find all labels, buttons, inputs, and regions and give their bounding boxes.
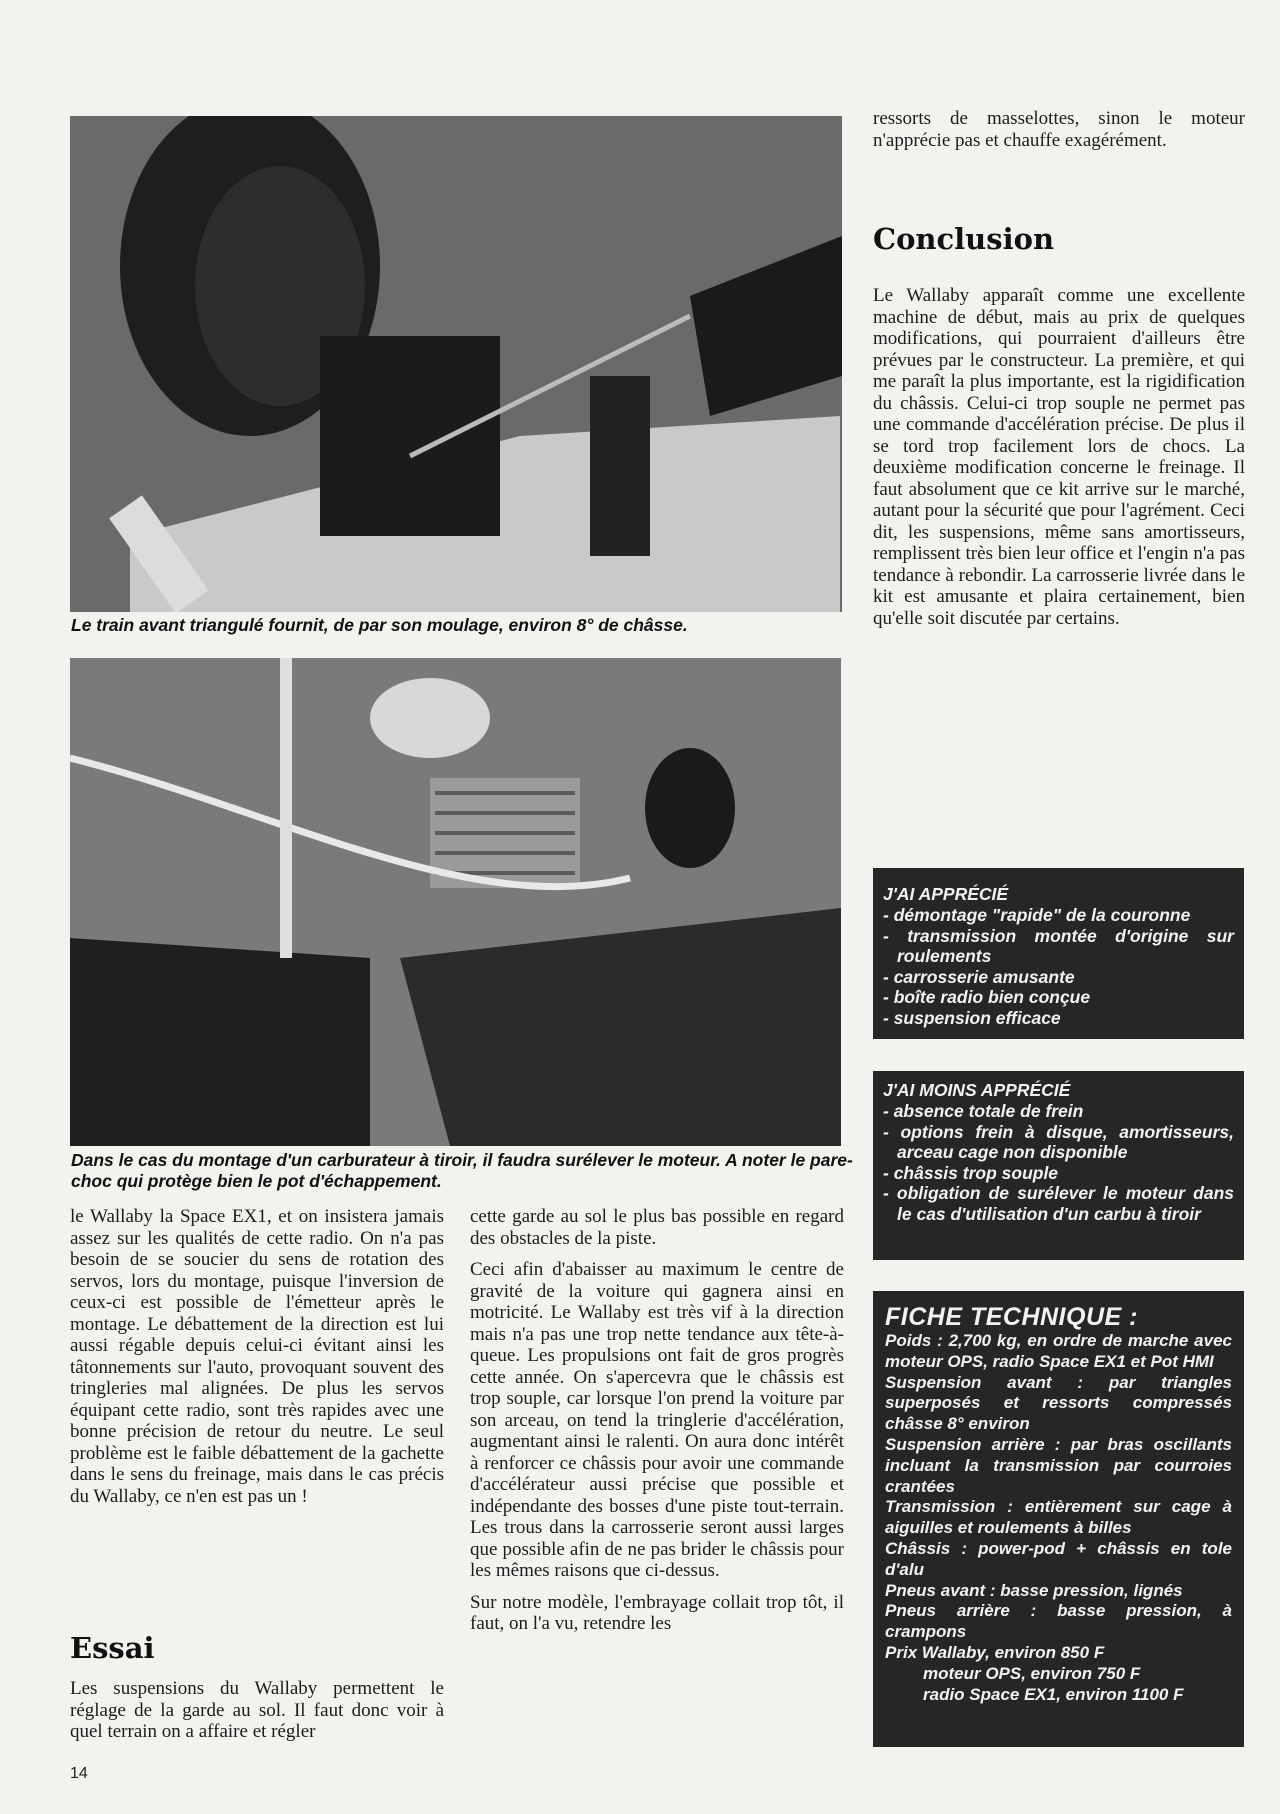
paragraph-radio: le Wallaby la Space EX1, et on insistera jamais assez sur les qualités de cette radio. On n'a pas besoin de se soucier du sens de rotation des servos, lors du montage, puisque l'inversion de ceux-ci est possible de l'émetteur après le montage. Le débattement de la direction est lui aussi régable depuis celui-ci évitant ainsi les tâtonnements sur l'auto, provoquant souvent des tringleries mal alignées. De plus les servos équipant cette radio, sont très rapides avec une bonne précision de retour du neutre. Le seul problème est le faible débattement de la gachette dans le sens du freinage, mais dans le cas précis du Wallaby, ce n'en est pas un ! [70, 1206, 444, 1507]
box-appreciated [873, 868, 1244, 1039]
spec-pneus-arriere: Pneus arrière : basse pression, à crampons [885, 1601, 1232, 1642]
paragraph-ressorts-text: ressorts de masselottes, sinon le moteur n'apprécie pas et chauffe exagérément. [873, 108, 1245, 151]
fiche-technique-title: FICHE TECHNIQUE : [885, 1303, 1138, 1331]
section-heading-essai: Essai [70, 1631, 155, 1665]
paragraph-essai [70, 1678, 444, 1753]
spec-prix-wallaby: Prix Wallaby, environ 850 F [885, 1642, 1105, 1662]
list-appreciated [883, 905, 1234, 1028]
section-heading-conclusion: Conclusion [873, 222, 1055, 256]
spec-prix-radio: radio Space EX1, environ 1100 F [923, 1684, 1184, 1704]
list-item: - obligation de surélever le moteur dans le cas d'utilisation d'un carbu à tiroir [883, 1183, 1234, 1224]
paragraph-conclusion-text: Le Wallaby apparaît comme une excellente machine de début, mais au prix de quelques modifications, qui pourraient d'ailleurs être prévues par le constructeur. La première, et qui me paraît la plus importante, est la rigidification du châssis. Celui-ci trop souple ne permet pas une commande d'accélération précise. De plus il se tord trop facilement lors de chocs. La deuxième modification concerne le freinage. Il faut absolument que ce kit arrive sur le marché, autant pour la sécurité que pour l'agrément. Ceci dit, les suspensions, même sans amortisseurs, remplissent très bien leur office et l'engin n'a pas tendance à rebondir. La carrosserie livrée dans le kit est amusante et plaira certainement, bien qu'elle soit discutée par certains. [873, 285, 1245, 629]
spec-prix-moteur: moteur OPS, environ 750 F [923, 1663, 1141, 1683]
box-appreciated-title: J'AI APPRÉCIÉ [883, 884, 1009, 904]
paragraph-embrayage: Sur notre modèle, l'embrayage collait trop tôt, il faut, on l'a vu, retendre les [470, 1591, 844, 1634]
photo-engine [70, 658, 841, 1146]
article-column-2 [470, 1206, 844, 1645]
photo-front-suspension [70, 116, 842, 612]
list-item: - châssis trop souple [883, 1162, 1059, 1183]
spec-poids: Poids : 2,700 kg, en ordre de marche avec moteur OPS, radio Space EX1 et Pot HMI [885, 1331, 1232, 1371]
box-less-appreciated [873, 1071, 1244, 1260]
paragraph-garde: cette garde au sol le plus bas possible en regard des obstacles de la piste. [470, 1206, 844, 1249]
paragraph-essai-text: Les suspensions du Wallaby permettent le réglage de la garde au sol. Il faut donc voir à quel terrain on a affaire et régler [70, 1678, 444, 1742]
article-column-1 [70, 1206, 444, 1517]
list-item: - boîte radio bien conçue [883, 987, 1091, 1007]
list-item: - carrosserie amusante [883, 966, 1075, 987]
spec-suspension-arriere: Suspension arrière : par bras oscillants incluant la transmission par courroies crantées [885, 1434, 1232, 1496]
paragraph-gravite: Ceci afin d'abaisser au maximum le centre de gravité de la voiture qui gagnera ainsi en motricité. Le Wallaby est très vif à la direction mais n'a pas une trop nette tendance aux tête-à-queue. Les propulsions ont fait de gros progrès cette année. On s'apercevra que le châssis est trop souple, car lorsque l'on prend la voiture par son arceau, on tend la tringlerie d'accélération, augmentant ainsi le ralenti. On aura donc intérêt à renforcer ce châssis pour avoir une commande d'accélérateur aussi précise que possible et indépendante des bosses d'une piste tout-terrain. Les trous dans la carrosserie seront aussi larges que possible afin de ne pas brider le châssis pour les mêmes raisons que ci-dessus. [470, 1259, 844, 1581]
list-item: - absence totale de frein [883, 1101, 1084, 1121]
spec-suspension-avant: Suspension avant : par triangles superposés et ressorts compressés châsse 8° environ [885, 1372, 1232, 1434]
page-number: 14 [70, 1765, 88, 1782]
box-fiche-technique [873, 1291, 1244, 1747]
list-item: - suspension efficace [883, 1007, 1061, 1028]
list-item: - options frein à disque, amortisseurs, arceau cage non disponible [883, 1121, 1234, 1162]
photo1-caption: Le train avant triangulé fournit, de par son moulage, environ 8° de châsse. [71, 615, 688, 635]
list-item: - démontage "rapide" de la couronne [883, 905, 1191, 925]
spec-transmission: Transmission : entièrement sur cage à aiguilles et roulements à billes [885, 1497, 1232, 1538]
box-less-appreciated-title: J'AI MOINS APPRÉCIÉ [883, 1080, 1071, 1100]
list-item: - transmission montée d'origine sur roulements [883, 925, 1234, 966]
spec-pneus-avant: Pneus avant : basse pression, lignés [885, 1580, 1183, 1600]
spec-chassis: Châssis : power-pod + châssis en tole d'alu [885, 1538, 1232, 1579]
photo2-caption: Dans le cas du montage d'un carburateur à tiroir, il faudra surélever le moteur. A noter le pare-choc qui protège bien le pot d'échappement. [71, 1150, 853, 1191]
paragraph-conclusion [873, 285, 1245, 639]
fiche-technique-specs [885, 1331, 1232, 1705]
list-less-appreciated [883, 1101, 1234, 1224]
paragraph-ressorts [873, 108, 1245, 161]
